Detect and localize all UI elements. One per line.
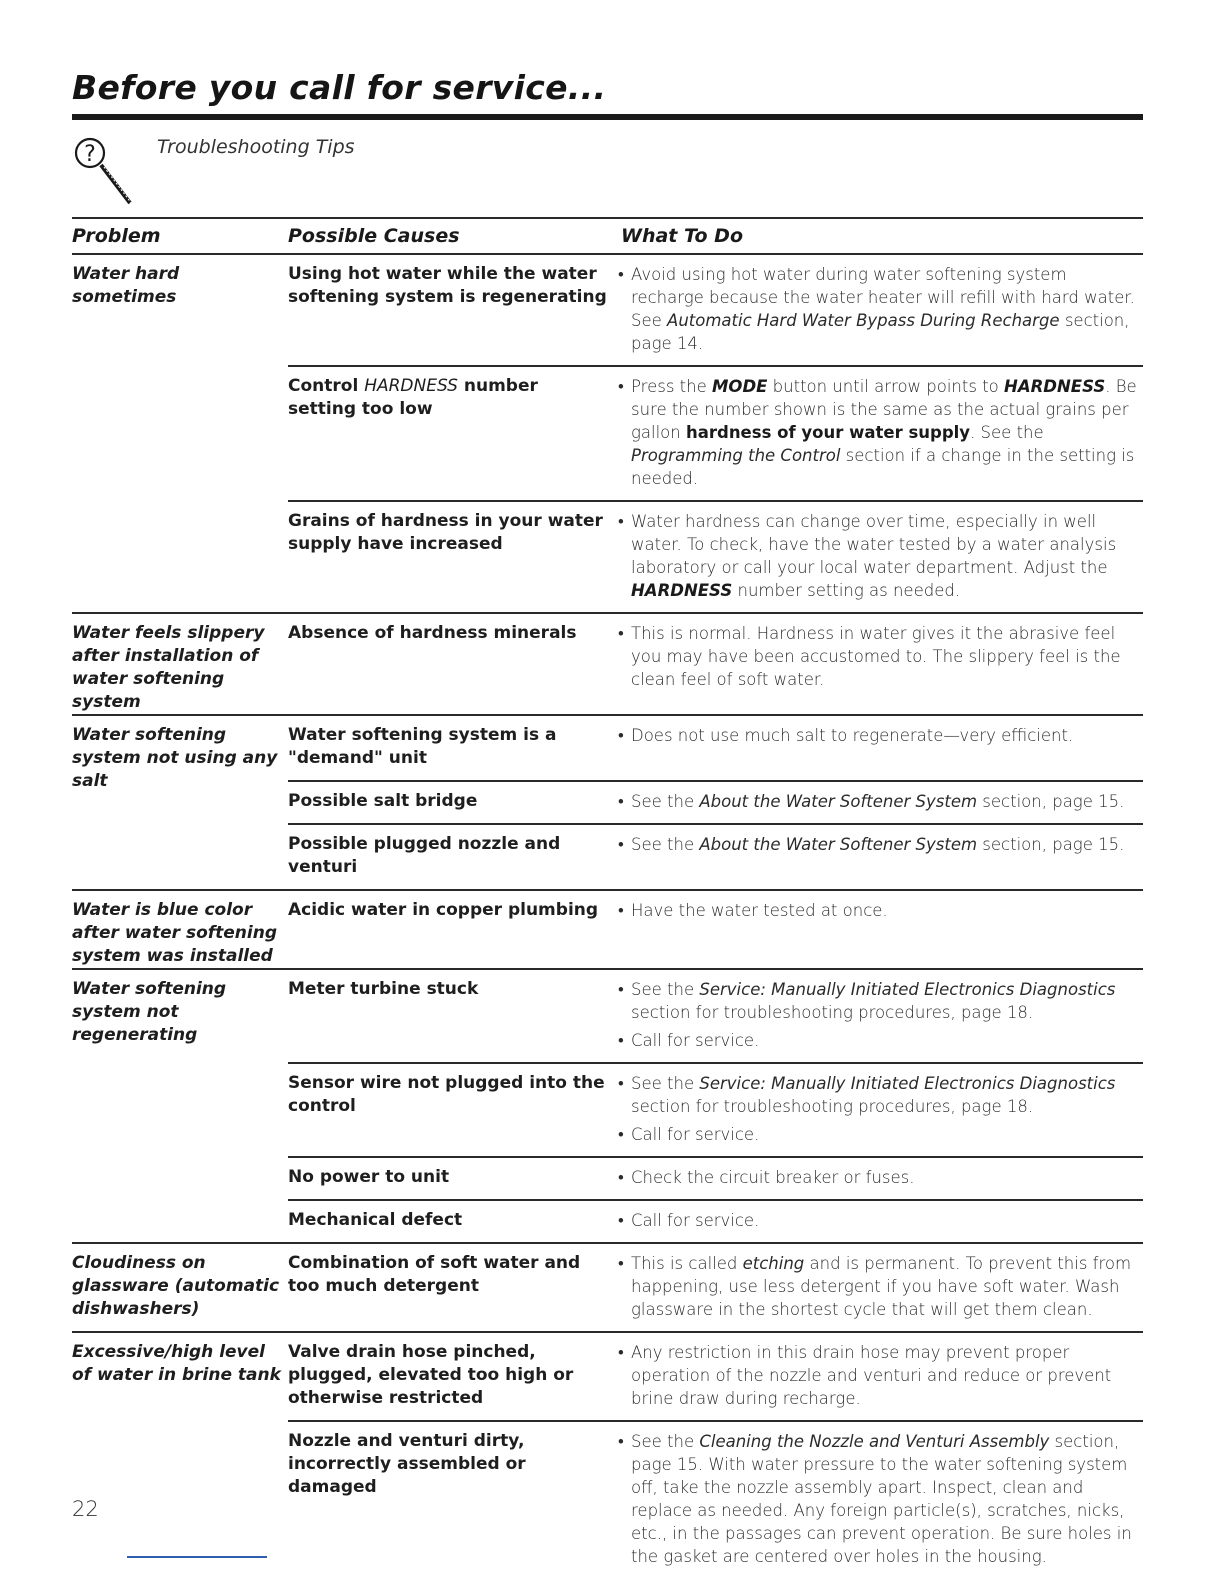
problem-group bbox=[72, 612, 1143, 714]
todo-item: This is normal. Hardness in water gives it the abrasive feel you may have been accustomed to. The slippery feel is the clean feel of soft water. bbox=[631, 624, 1121, 689]
cause-text: Water softening system is a "demand" unit bbox=[288, 725, 557, 768]
problem-label: Excessive/high level of water in brine tank bbox=[72, 1342, 281, 1385]
svg-text:?: ? bbox=[84, 142, 96, 167]
cause-text: Possible plugged nozzle and venturi bbox=[288, 834, 561, 877]
todo-item: Press the MODE button until arrow points to HARDNESS. Be sure the number shown is the same as the actual grains per gallon hardness of your water supply. See the Programming the Control section if a change in the setting is needed. bbox=[631, 377, 1137, 488]
table-row: Nozzle and venturi dirty, incorrectly assembled or damaged • See the Cleaning the Nozzle and Venturi Assembly section, page 15. With water pressure to the water softening system off, take the nozzle assembly apart. Inspect, clean and replace as needed. Any foreign particle(s), scratches, nicks, etc., in the passages can prevent operation. Be sure holes in the gasket are centered over holes in the housing. bbox=[288, 1420, 1143, 1578]
table-header bbox=[72, 219, 1143, 253]
table-row: Water softening system is a "demand" unit • Does not use much salt to regenerate—very efficient. bbox=[288, 716, 1143, 780]
cause-text: Possible salt bridge bbox=[288, 791, 478, 811]
todo-item: Does not use much salt to regenerate—very efficient. bbox=[631, 726, 1074, 745]
problem-label: Water softening system not regenerating bbox=[72, 979, 227, 1045]
todo-item: This is called etching and is permanent. To prevent this from happening, use less detergent if you have soft water. Wash glassware in the shortest cycle that will get them clean. bbox=[631, 1254, 1132, 1319]
column-header-problem: Problem bbox=[72, 225, 161, 247]
todo-item: Water hardness can change over time, especially in well water. To check, have the water tested by a water analysis laboratory or call your local water department. Adjust the HARDNESS number setting as needed. bbox=[631, 512, 1117, 600]
page-title: Before you call for service... bbox=[72, 68, 607, 107]
table-row: Grains of hardness in your water supply have increased • Water hardness can change over time, especially in well water. To check, have the water tested by a water analysis laboratory or call your local water department. Adjust the HARDNESS number setting as needed. bbox=[288, 500, 1143, 612]
problem-group bbox=[72, 714, 1143, 889]
cause-text: Acidic water in copper plumbing bbox=[288, 900, 599, 920]
cause-text: Control HARDNESS number setting too low bbox=[288, 376, 538, 419]
problem-group bbox=[72, 968, 1143, 1242]
todo-item: Have the water tested at once. bbox=[631, 901, 888, 920]
problem-label: Water softening system not using any salt bbox=[72, 725, 278, 791]
todo-item: See the About the Water Softener System section, page 15. bbox=[631, 835, 1125, 854]
problem-label: Water is blue color after water softening system was installed bbox=[72, 900, 278, 966]
todo-item: Avoid using hot water during water softening system recharge because the water heater will refill with hard water. See Automatic Hard Water Bypass During Recharge section, page 14. bbox=[631, 265, 1135, 353]
footer-link-underline bbox=[127, 1556, 267, 1558]
todo-item: See the Cleaning the Nozzle and Venturi Assembly section, page 15. With water pressure to the water softening system off, take the nozzle assembly apart. Inspect, clean and replace as needed. Any foreign particle(s), scratches, nicks, etc., in the passages can prevent operation. Be sure holes in the gasket are centered over holes in the housing. bbox=[631, 1432, 1132, 1566]
todo-item: Call for service. bbox=[631, 1125, 760, 1144]
cause-text: Combination of soft water and too much detergent bbox=[288, 1253, 581, 1296]
cause-text: Mechanical defect bbox=[288, 1210, 463, 1230]
table-row: Acidic water in copper plumbing • Have the water tested at once. bbox=[288, 891, 1143, 932]
cause-text: Valve drain hose pinched, plugged, elevated too high or otherwise restricted bbox=[288, 1342, 574, 1408]
todo-item: Any restriction in this drain hose may prevent proper operation of the nozzle and venturi and reduce or prevent brine draw during recharge. bbox=[631, 1343, 1112, 1408]
title-rule bbox=[72, 114, 1143, 120]
problem-group bbox=[72, 253, 1143, 612]
table-row: Meter turbine stuck • See the Service: Manually Initiated Electronics Diagnostics section for troubleshooting procedures, page 18. • Call for service. bbox=[288, 970, 1143, 1062]
problem-group bbox=[72, 889, 1143, 968]
table-row: Possible plugged nozzle and venturi • See the About the Water Softener System section, page 15. bbox=[288, 823, 1143, 889]
cause-text: Nozzle and venturi dirty, incorrectly assembled or damaged bbox=[288, 1431, 526, 1497]
todo-item: Call for service. bbox=[631, 1031, 760, 1050]
table-row: No power to unit • Check the circuit breaker or fuses. bbox=[288, 1156, 1143, 1199]
page-number: 22 bbox=[72, 1497, 99, 1521]
section-heading: Troubleshooting Tips bbox=[157, 136, 355, 158]
cause-text: Absence of hardness minerals bbox=[288, 623, 577, 643]
table-row: Combination of soft water and too much detergent • This is called etching and is permanent. To prevent this from happening, use less detergent if you have soft water. Wash glassware in the shortest cycle that will get them clean. bbox=[288, 1244, 1143, 1331]
problem-label: Water hard sometimes bbox=[72, 264, 180, 307]
column-header-todo: What To Do bbox=[621, 225, 744, 247]
todo-item: Call for service. bbox=[631, 1211, 760, 1230]
magnifier-question-icon bbox=[74, 133, 144, 213]
todo-item: See the Service: Manually Initiated Electronics Diagnostics section for troubleshooting procedures, page 18. bbox=[631, 1074, 1116, 1116]
table-row: Possible salt bridge • See the About the Water Softener System section, page 15. bbox=[288, 780, 1143, 823]
table-row: Valve drain hose pinched, plugged, elevated too high or otherwise restricted • Any restriction in this drain hose may prevent proper operation of the nozzle and venturi and reduce or prevent brine draw during recharge. bbox=[288, 1333, 1143, 1420]
cause-text: No power to unit bbox=[288, 1167, 450, 1187]
cause-text: Sensor wire not plugged into the control bbox=[288, 1073, 605, 1116]
table-row: Mechanical defect • Call for service. bbox=[288, 1199, 1143, 1242]
table-row: Sensor wire not plugged into the control • See the Service: Manually Initiated Electronics Diagnostics section for troubleshooting procedures, page 18. • Call for service. bbox=[288, 1062, 1143, 1156]
cause-text: Grains of hardness in your water supply have increased bbox=[288, 511, 603, 554]
problem-group bbox=[72, 1242, 1143, 1331]
todo-item: See the Service: Manually Initiated Electronics Diagnostics section for troubleshooting procedures, page 18. bbox=[631, 980, 1116, 1022]
table-row: Control HARDNESS number setting too low • Press the MODE button until arrow points to HARDNESS. Be sure the number shown is the same as the actual grains per gallon hardness of your water supply. See the Programming the Control section if a change in the setting is needed. bbox=[288, 365, 1143, 500]
column-header-causes: Possible Causes bbox=[288, 225, 460, 247]
problem-label: Cloudiness on glassware (automatic dishwashers) bbox=[72, 1253, 280, 1319]
todo-item: See the About the Water Softener System section, page 15. bbox=[631, 792, 1125, 811]
problem-group bbox=[72, 1331, 1143, 1578]
cause-text: Using hot water while the water softening system is regenerating bbox=[288, 264, 607, 307]
todo-item: Check the circuit breaker or fuses. bbox=[631, 1168, 915, 1187]
table-row: Using hot water while the water softening system is regenerating • Avoid using hot water during water softening system recharge because the water heater will refill with hard water. See Automatic Hard Water Bypass During Recharge section, page 14. bbox=[288, 255, 1143, 365]
cause-text: Meter turbine stuck bbox=[288, 979, 479, 999]
problem-label: Water feels slippery after installation of water softening system bbox=[72, 623, 265, 712]
table-row: Absence of hardness minerals • This is normal. Hardness in water gives it the abrasive feel you may have been accustomed to. The slippery feel is the clean feel of soft water. bbox=[288, 614, 1143, 701]
troubleshooting-table bbox=[72, 217, 1143, 1578]
